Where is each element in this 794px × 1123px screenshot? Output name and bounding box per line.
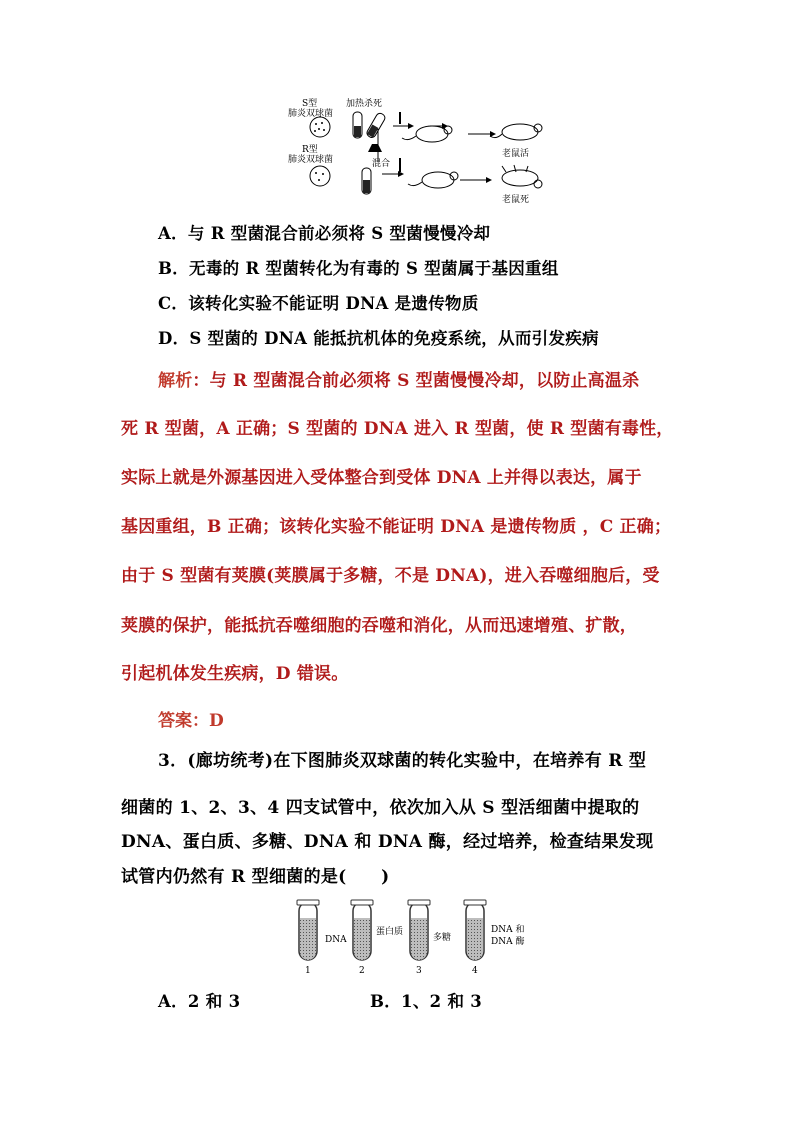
test-tube-4 [464,900,486,960]
option-a: A．与 R 型菌混合前必须将 S 型菌慢慢冷却 [158,224,491,243]
mix-label: 混合 [372,159,391,169]
test-tubes-figure [288,896,528,976]
heat-kill-label: 加热杀死 [346,99,383,109]
test-tube-3 [408,900,430,960]
answer-value: ：D [192,711,224,731]
explanation-line-1 [158,366,639,391]
question3-line-4: 试管内仍然有 R 型细菌的是( ) [121,867,390,887]
option-d: D．S 型菌的 DNA 能抵抗机体的免疫系统，从而引发疾病 [158,329,599,348]
tube-1-number: 1 [305,966,311,976]
explanation-line-6: 荚膜的保护，能抵抗吞噬细胞的吞噬和消化，从而迅速增殖、扩散， [121,616,637,636]
r-strain-label: R型 [302,145,318,155]
tube-4-label-2: DNA 酶 [491,937,525,947]
explanation-line-2: 死 R 型菌，A 正确；S 型菌的 DNA 进入 R 型菌，使 R 型菌有毒性， [121,419,674,439]
answer-label: 答案 [158,711,192,731]
explanation-line-5: 由于 S 型菌有荚膜(荚膜属于多糖，不是 DNA)，进入吞噬细胞后，受 [121,566,660,586]
mouse-icon [408,172,458,188]
explanation-line-4: 基因重组，B 正确；该转化实验不能证明 DNA 是遗传物质 ，C 正确； [121,517,672,537]
answer [158,706,224,731]
mouse-alive-icon [490,124,542,140]
option-c: C．该转化实验不能证明 DNA 是遗传物质 [158,294,479,313]
tube-3-label: 多糖 [433,933,452,943]
tube-2-number: 2 [359,966,365,976]
question3-line-3: DNA、蛋白质、多糖、DNA 和 DNA 酶，经过培养，检查结果发现 [121,832,654,852]
question3-line-2: 细菌的 1、2、3、4 四支试管中，依次加入从 S 型活细菌中提取的 [121,798,640,818]
s-strain-dish [310,117,330,137]
tube-4-label: DNA 和 [491,925,525,935]
explanation-label: 解析 [158,371,193,391]
transformation-experiment-figure [280,94,560,206]
option-b: B．无毒的 R 型菌转化为有毒的 S 型菌属于基因重组 [158,259,559,278]
test-tube-2 [351,900,373,960]
question3-line-1: 3．(廊坊统考)在下图肺炎双球菌的转化实验中，在培养有 R 型 [158,751,647,771]
mouse-icon [402,126,452,142]
tube-1-label: DNA [325,935,347,945]
explanation-line-3: 实际上就是外源基因进入受体整合到受体 DNA 上并得以表达，属于 [121,468,642,488]
question3-option-a: A．2 和 3 [158,992,241,1011]
heated-tube [366,112,387,139]
tube-4-number: 4 [472,966,478,976]
explanation-line-7: 引起机体发生疾病，D 错误。 [121,664,349,684]
mouse-dead-label: 老鼠死 [502,195,530,205]
r-strain-sublabel: 肺炎双球菌 [288,155,334,165]
explanation-text: ：与 R 型菌混合前必须将 S 型菌慢慢冷却，以防止高温杀 [192,371,640,391]
heat-burner-icon [368,144,382,152]
s-strain-sublabel: 肺炎双球菌 [288,109,334,119]
s-strain-label: S型 [302,99,318,109]
mouse-alive-label: 老鼠活 [502,149,530,159]
question3-option-b: B．1、2 和 3 [370,992,483,1011]
mouse-dead-icon [502,165,542,188]
test-tube-1 [297,900,319,960]
tube-3-number: 3 [416,966,422,976]
r-strain-dish [310,166,330,186]
tube-2-label: 蛋白质 [376,927,404,937]
